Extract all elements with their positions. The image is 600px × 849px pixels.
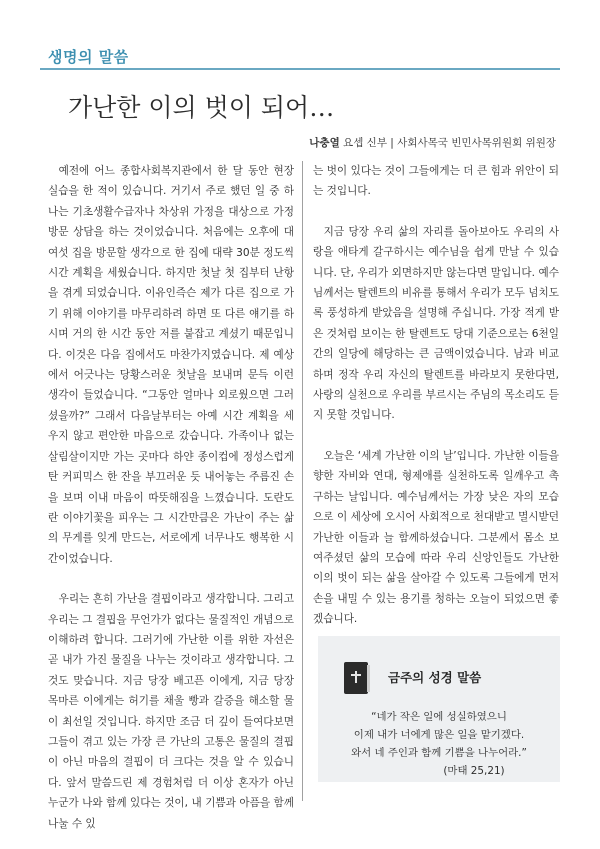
section-label: 생명의 말씀 <box>48 48 129 66</box>
bible-icon <box>344 662 368 694</box>
paragraph: 오늘은 ‘세계 가난한 이의 날’입니다. 가난한 이들을 향한 자비와 연대, 형제애를 실천하도록 일깨우고 촉구하는 날입니다. 예수님께서는 가장 낮은 자의 모습으로 이 세상에 오시어 사회적으로 천대받고 멸시받던 가난한 이들과 늘 함께하셨습니다. 그분께서 몸소 보여주셨던 삶의 모습에 따라 우리 신앙인들도 가난한 이의 벗이 되는 삶을 살아갈 수 있도록 그들에게 먼저 손을 내밀 수 있는 용기를 청하는 오늘이 되었으면 좋겠습니다. <box>313 449 559 626</box>
header-rule <box>40 68 560 70</box>
paragraph: 우리는 흔히 가난을 결핍이라고 생각합니다. 그리고 우리는 그 결핍을 무언가가 없다는 물질적인 개념으로 이해하려 합니다. 그러기에 가난한 이를 위한 자선은 곧 내가 가진 물질을 나누는 것이라고 생각합니다. 그것도 맞습니다. 지금 당장 배고픈 이에게, 지금 당장 목마른 이에게는 허기를 채울 빵과 갈증을 해소할 물이 최선일 것입니다. 하지만 조금 더 깊이 들여다보면 그들이 겪고 있는 가장 큰 가난의 고통은 물질의 결핍이 아닌 마음의 결핍이 더 크다는 것을 알 수 있습니다. 앞서 말씀드린 제 경험처럼 더 이상 혼자가 아닌 누군가 나와 함께 있다는 것이, 내 기쁨과 아픔을 함께 나눌 수 있 <box>48 593 294 830</box>
paragraph: 지금 당장 우리 삶의 자리를 돌아보아도 우리의 사랑을 애타게 갈구하시는 예수님을 쉽게 만날 수 있습니다. 단, 우리가 외면하지만 않는다면 말입니다. 예수님께서는 탈렌트의 비유를 통해서 우리가 모두 넘치도록 풍성하게 받았음을 설명해 주십니다. 가장 적게 받은 것처럼 보이는 한 탈렌트도 당대 기준으로는 6천일 간의 일당에 해당하는 큰 금액이었습니다. 남과 비교하며 정작 우리 자신의 탈렌트를 바라보지 못한다면, 사랑의 실천으로 우리를 부르시는 주님의 목소리도 듣지 못할 것입니다. <box>313 225 559 422</box>
paragraph: 는 벗이 있다는 것이 그들에게는 더 큰 힘과 위안이 되는 것입니다. <box>313 165 559 198</box>
verse-line: 와서 네 주인과 함께 기쁨을 나누어라.” <box>351 747 527 759</box>
verse-text <box>318 708 560 780</box>
left-column <box>48 161 294 834</box>
author-name: 나충열 <box>309 137 340 149</box>
weekly-verse-box <box>318 636 560 782</box>
article-title: 가난한 이의 벗이 되어… <box>68 93 335 122</box>
author-role: 요셉 신부 | 사회사목국 빈민사목위원회 위원장 <box>339 137 556 149</box>
column-divider <box>302 161 303 801</box>
verse-box-title: 금주의 성경 말씀 <box>388 670 482 685</box>
verse-line: 이제 내가 너에게 많은 일을 맡기겠다. <box>353 729 525 741</box>
byline <box>309 135 556 150</box>
verse-reference: (마태 25,21) <box>443 765 505 777</box>
right-column <box>313 161 559 630</box>
paragraph: 예전에 어느 종합사회복지관에서 한 달 동안 현장 실습을 한 적이 있습니다. 거기서 주로 했던 일 중 하나는 기초생활수급자나 차상위 가정을 대상으로 가정방문 상담을 하는 것이었습니다. 처음에는 오후에 대여섯 집을 방문할 생각으로 한 집에 대략 30분 정도씩 시간 계획을 세웠습니다. 하지만 첫날 첫 집부터 난항을 겪게 되었습니다. 이유인즉슨 제가 다른 집으로 가기 위해 이야기를 마무리하려 하면 또 다른 얘기를 하시며 거의 한 시간 동안 저를 붙잡고 계셨기 때문입니다. 이것은 다음 집에서도 마찬가지였습니다. 제 예상에서 어긋나는 당황스러운 첫날을 보내며 문득 이런 생각이 들었습니다. “그동안 얼마나 외로웠으면 그러셨을까?” 그래서 다음날부터는 아예 시간 계획을 세우지 않고 편안한 마음으로 갔습니다. 가족이나 없는 살림살이지만 가는 곳마다 하얀 종이컵에 정성스럽게 탄 커피믹스 한 잔을 부끄러운 듯 내어놓는 주름진 손을 보며 이내 마음이 따뜻해짐을 느꼈습니다. 도란도란 이야기꽃을 피우는 그 시간만큼은 가난이 주는 삶의 무게를 잊게 만드는, 서로에게 너무나도 행복한 시간이었습니다. <box>48 165 294 565</box>
verse-line: “네가 작은 일에 성실하였으니 <box>371 711 507 723</box>
